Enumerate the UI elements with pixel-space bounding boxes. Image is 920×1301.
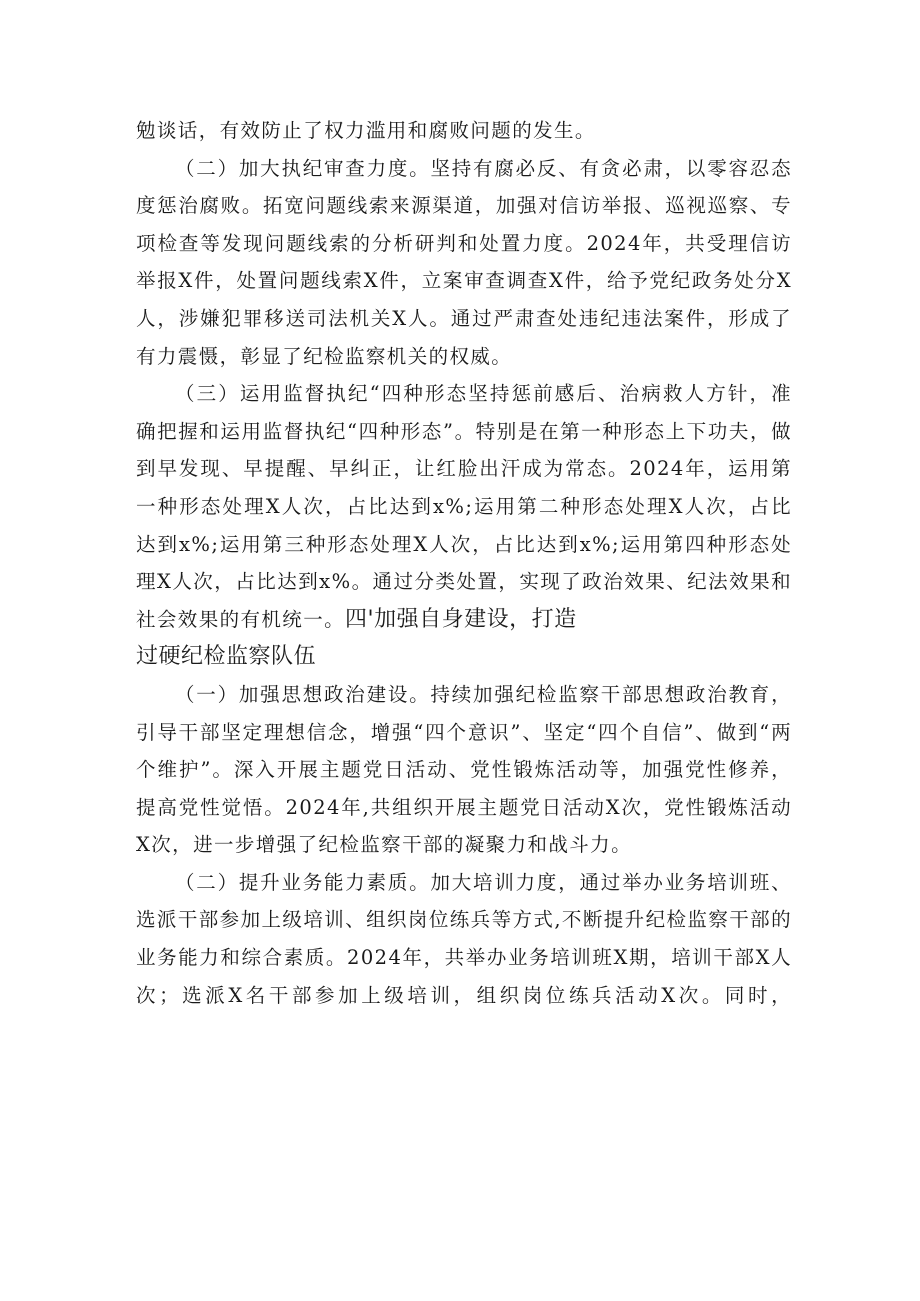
- paragraph-four-forms-text: （三）运用监督执纪“四种形态坚持惩前感后、治病救人方针，准确把握和运用监督执纪“四种形态”。特别是在第一种形态上下功夫，做到早发现、早提醒、早纠正，让红脸出汗成为常态。2024年，运用第一种形态处理X人次，占比达到x%;运用第二种形态处理X人次，占比达到x%;运用第三种形态处理X人次，占比达到x%;运用第四种形态处理X人次，占比达到x%。通过分类处置，实现了政治效果、纪法效果和社会效果的有机统一。: [136, 382, 792, 631]
- section-heading-part1: 四'加强自身建设，打造: [345, 606, 577, 632]
- section-heading-part2: 过硬纪检监察队伍: [136, 644, 317, 670]
- paragraph-business-ability: （二）提升业务能力素质。加大培训力度，通过举办业务培训班、选派干部参加上级培训、组织岗位练兵等方式,不断提升纪检监察干部的业务能力和综合素质。2024年，共举办业务培训班X期，培训干部X人次；选派X名干部参加上级培训，组织岗位练兵活动X次。同时，: [136, 870, 792, 1007]
- paragraph-discipline-review: （二）加大执纪审查力度。坚持有腐必反、有贪必肃，以零容忍态度惩治腐败。拓宽问题线索来源渠道，加强对信访举报、巡视巡察、专项检查等发现问题线索的分析研判和处置力度。2024年，共受理信访举报X件，处置问题线索X件，立案审查调查X件，给予党纪政务处分X人，涉嫌犯罪移送司法机关X人。通过严肃查处违纪违法案件，形成了有力震慑，彰显了纪检监察机关的权威。: [136, 156, 792, 368]
- paragraph-continuation: 勉谈话，有效防止了权力滥用和腐败问题的发生。: [136, 119, 596, 142]
- document-body: [136, 112, 792, 1014]
- paragraph-four-forms: [136, 375, 792, 638]
- paragraph-political-building: （一）加强思想政治建设。持续加强纪检监察干部思想政治教育，引导干部坚定理想信念，增强“四个意识”、坚定“四个自信”、做到“两个维护”。深入开展主题党日活动、党性锻炼活动等，加强党性修养，提高党性觉悟。2024年,共组织开展主题党日活动X次，党性锻炼活动X次，进一步增强了纪检监察干部的凝聚力和战斗力。: [136, 682, 792, 857]
